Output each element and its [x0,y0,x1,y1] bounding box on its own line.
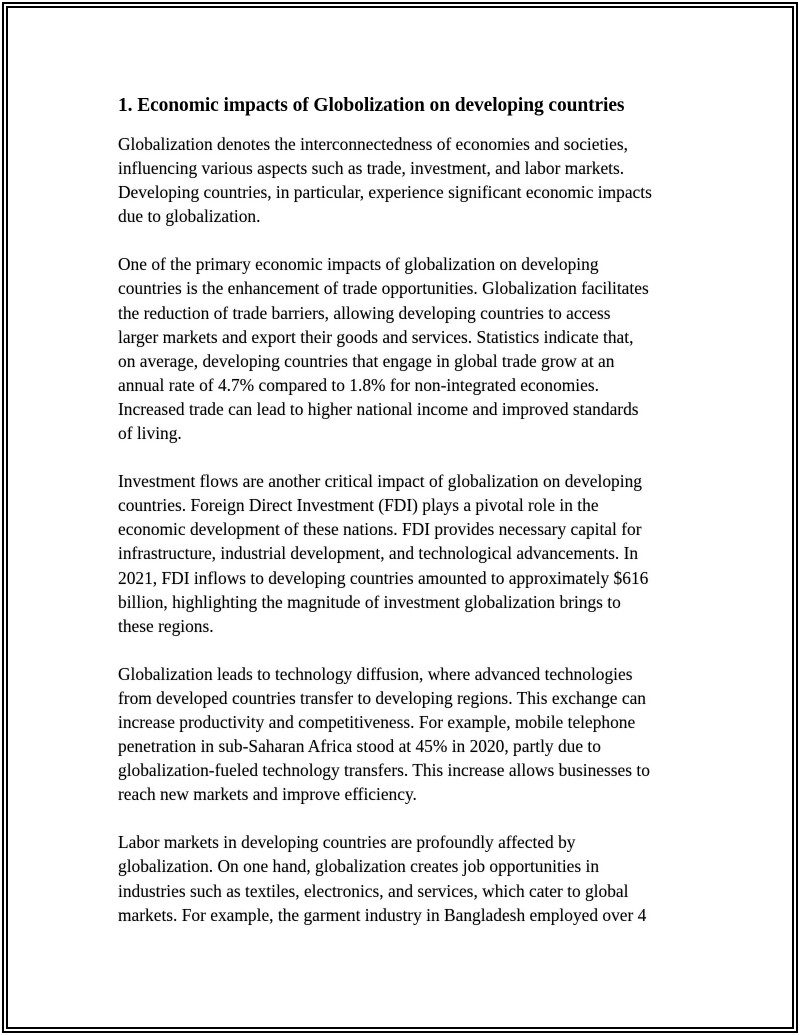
text-line: globalization. On one hand, globalization creates job opportunities in [118,856,600,877]
text-line: Globalization leads to technology diffusion, where advanced technologies [118,663,633,684]
text-line: markets. For example, the garment industry in Bangladesh employed over 4 [118,904,647,925]
text-line: billion, highlighting the magnitude of investment globalization brings to [118,591,621,612]
paragraph-investment [118,469,688,638]
text-line: Developing countries, in particular, experience significant economic impacts [118,182,652,203]
paragraph-labor [118,830,688,926]
text-line: industries such as textiles, electronics, and services, which cater to global [118,880,629,901]
text-line: of living. [118,423,182,444]
text-line: One of the primary economic impacts of globalization on developing [118,254,599,275]
text-line: economic development of these nations. FDI provides necessary capital for [118,519,642,540]
text-line: the reduction of trade barriers, allowing developing countries to access [118,302,611,323]
text-line: penetration in sub-Saharan Africa stood at 45% in 2020, partly due to [118,736,601,757]
text-line: annual rate of 4.7% compared to 1.8% for non-integrated economies. [118,374,599,395]
paragraph-technology [118,662,688,807]
text-line: Increased trade can lead to higher national income and improved standards [118,398,639,419]
text-line: on average, developing countries that engage in global trade grow at an [118,350,615,371]
text-line: these regions. [118,615,214,636]
text-line: countries is the enhancement of trade opportunities. Globalization facilitates [118,278,649,299]
text-line: Labor markets in developing countries are profoundly affected by [118,832,576,853]
text-line: increase productivity and competitiveness. For example, mobile telephone [118,711,636,732]
text-line: globalization-fueled technology transfers. This increase allows businesses to [118,760,650,781]
text-line: from developed countries transfer to developing regions. This exchange can [118,687,646,708]
document-body [118,93,688,951]
section-heading: 1. Economic impacts of Globolization on developing countries [118,95,625,116]
text-line: influencing various aspects such as trade, investment, and labor markets. [118,158,625,179]
text-line: due to globalization. [118,206,261,227]
text-line: infrastructure, industrial development, and technological advancements. In [118,543,639,564]
text-line: larger markets and export their goods and services. Statistics indicate that, [118,326,634,347]
text-line: Investment flows are another critical impact of globalization on developing [118,471,642,492]
text-line: Globalization denotes the interconnectedness of economies and societies, [118,134,628,154]
paragraph-trade [118,252,688,445]
text-line: 2021, FDI inflows to developing countries amounted to approximately $616 [118,567,649,588]
text-line: countries. Foreign Direct Investment (FDI) plays a pivotal role in the [118,495,599,516]
text-line: reach new markets and improve efficiency. [118,784,417,805]
paragraph-intro [118,132,688,228]
